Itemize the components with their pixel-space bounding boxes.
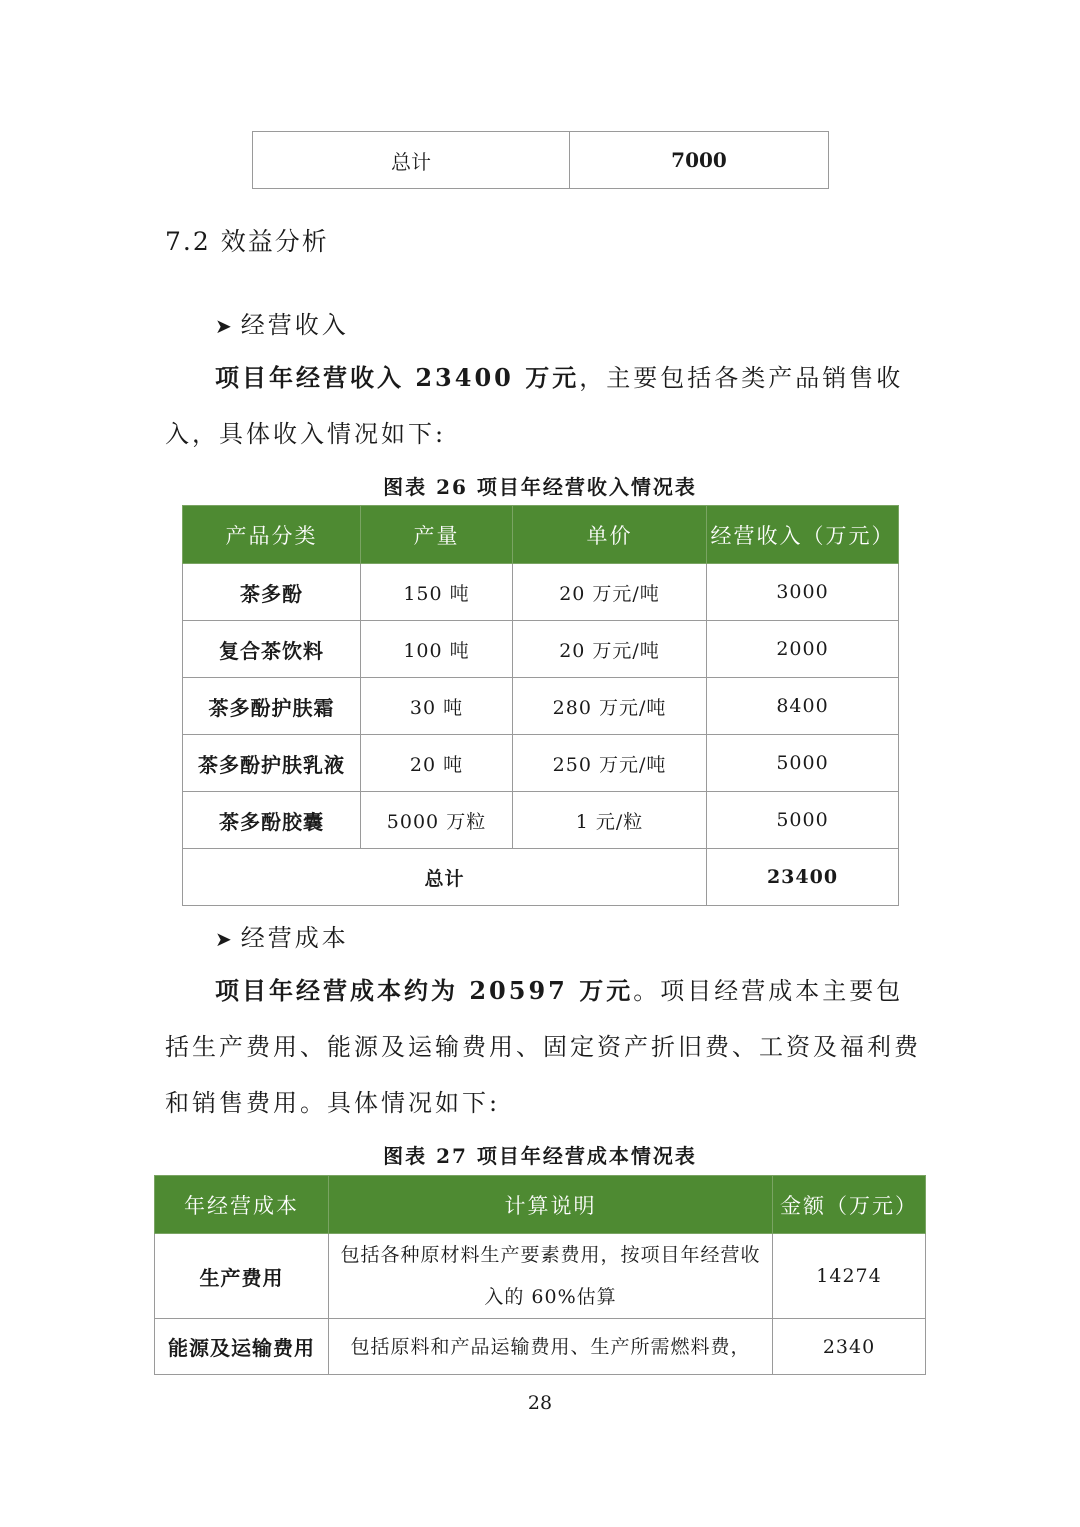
cost-heading-text: 经营成本 [240,924,349,952]
cost-description: 包括原料和产品运输费用、生产所需燃料费， [329,1319,773,1375]
cost-amount: 2340 [773,1319,926,1375]
cost-para-rest: 。项目经营成本主要包括生产费用、能源及运输费用、固定资产折旧费、工资及福利费和销售费用。具体情况如下: [165,977,921,1117]
quantity-cell: 20 吨 [361,735,513,792]
income-header-row [183,506,899,564]
quantity-cell: 5000 万粒 [361,792,513,849]
revenue-cell: 3000 [707,564,899,621]
income-para-rest: ，主要包括各类产品销售收入，具体收入情况如下: [165,364,904,448]
product-name: 茶多酚护肤霜 [183,678,361,735]
product-name: 复合茶饮料 [183,621,361,678]
unit-price-cell: 20 万元/吨 [513,621,707,678]
table-row [183,792,899,849]
cost-header-cell: 金额（万元） [773,1176,926,1234]
quantity-cell: 150 吨 [361,564,513,621]
cost-header-row [155,1176,926,1234]
revenue-cell: 5000 [707,735,899,792]
income-table [182,505,899,906]
unit-price-cell: 280 万元/吨 [513,678,707,735]
section-heading: 7.2 效益分析 [165,227,329,256]
cost-para-bold: 项目年经营成本约为 20597 万元 [215,976,634,1005]
total-value-cell: 7000 [570,132,829,189]
cost-header-cell: 计算说明 [329,1176,773,1234]
cost-header-cell: 年经营成本 [155,1176,329,1234]
income-header-cell: 产品分类 [183,506,361,564]
income-total-value: 23400 [707,849,899,906]
total-table-top [252,131,829,189]
income-header-cell: 产量 [361,506,513,564]
income-header-cell: 经营收入（万元） [707,506,899,564]
revenue-cell: 8400 [707,678,899,735]
page-number: 28 [527,1392,553,1414]
income-para-bold: 项目年经营收入 23400 万元 [215,363,580,392]
cost-item-name: 生产费用 [155,1234,329,1319]
unit-price-cell: 1 元/粒 [513,792,707,849]
revenue-cell: 2000 [707,621,899,678]
revenue-cell: 5000 [707,792,899,849]
cost-paragraph [165,963,925,1131]
table-row [183,564,899,621]
cost-item-name: 能源及运输费用 [155,1319,329,1375]
table-row [183,735,899,792]
quantity-cell: 100 吨 [361,621,513,678]
cost-description: 包括各种原材料生产要素费用，按项目年经营收入的 60%估算 [329,1234,773,1319]
cost-heading [215,918,349,953]
cost-table-caption: 图表 27 项目年经营成本情况表 [383,1144,697,1168]
cost-table [154,1175,926,1375]
unit-price-cell: 250 万元/吨 [513,735,707,792]
arrow-bullet-icon: ➤ [215,314,235,338]
cost-amount: 14274 [773,1234,926,1319]
arrow-bullet-icon: ➤ [215,927,235,951]
table-row [155,1234,926,1319]
income-paragraph [165,350,925,462]
product-name: 茶多酚护肤乳液 [183,735,361,792]
total-label-cell: 总计 [253,132,570,189]
income-total-row [183,849,899,906]
table-row [155,1319,926,1375]
table-row [183,621,899,678]
income-header-cell: 单价 [513,506,707,564]
income-heading-text: 经营收入 [240,311,349,339]
product-name: 茶多酚胶囊 [183,792,361,849]
product-name: 茶多酚 [183,564,361,621]
quantity-cell: 30 吨 [361,678,513,735]
income-total-label: 总计 [183,849,707,906]
income-table-caption: 图表 26 项目年经营收入情况表 [383,475,697,499]
income-heading [215,305,349,340]
unit-price-cell: 20 万元/吨 [513,564,707,621]
table-row [183,678,899,735]
